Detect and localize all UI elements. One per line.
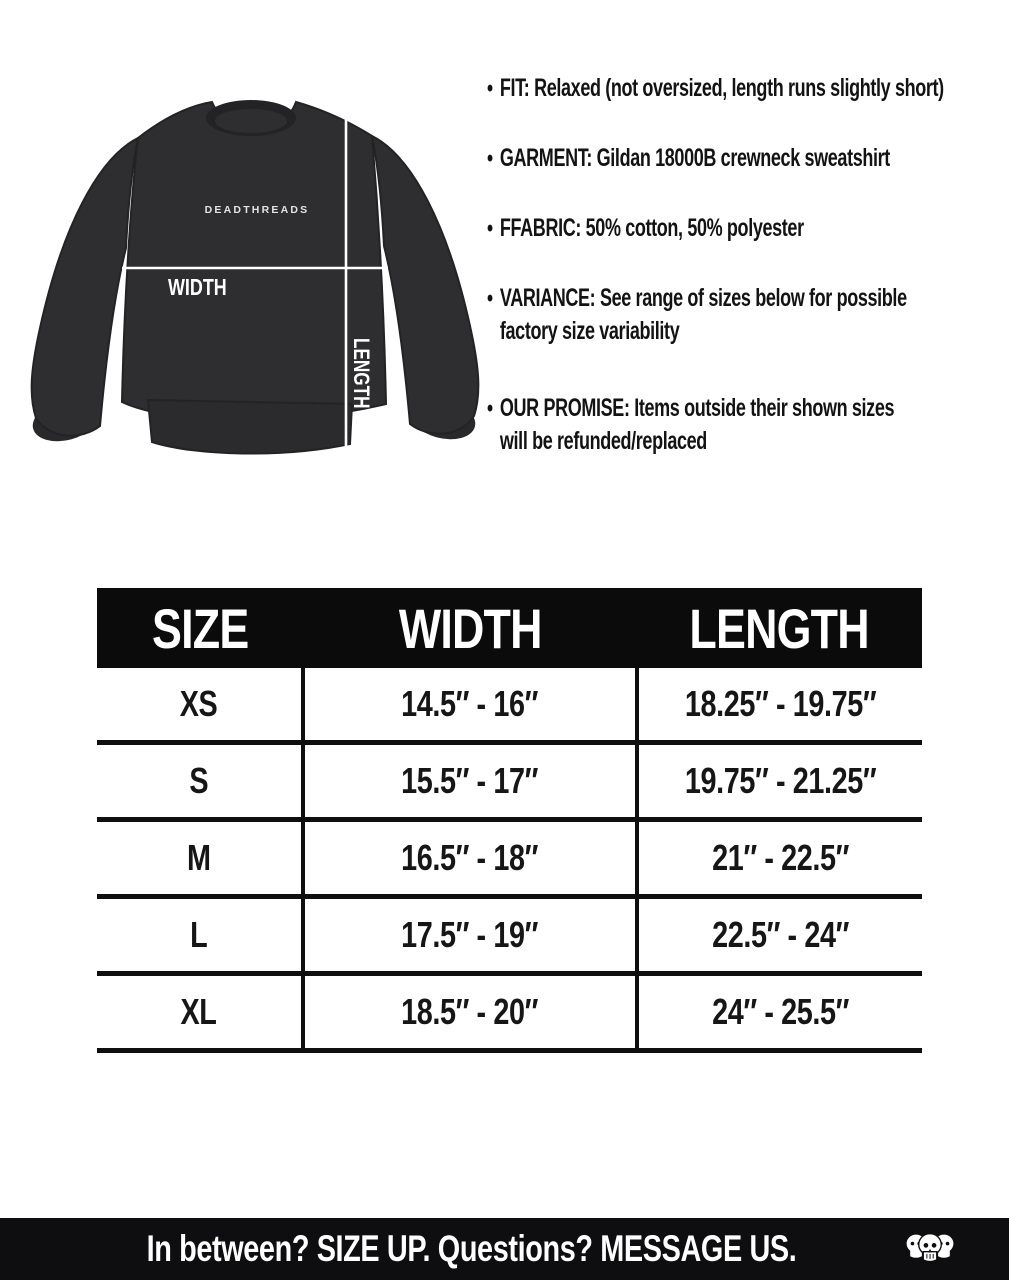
width-cell: 18.5″ - 20″ — [303, 974, 637, 1051]
footer-message: In between? SIZE UP. Questions? MESSAGE US. — [146, 1228, 797, 1269]
fit-text: FIT: Relaxed (not oversized, length runs slightly short) — [499, 74, 944, 102]
size-cell: L — [97, 897, 303, 974]
width-cell: 14.5″ - 16″ — [303, 668, 637, 743]
table-row — [97, 897, 922, 974]
variance-text-line2: factory size variability — [499, 317, 680, 345]
length-measure-label: LENGTH — [348, 338, 373, 409]
promise-text-line1: OUR PROMISE: Items outside their shown sizes — [499, 394, 895, 422]
size-cell: M — [97, 820, 303, 897]
column-header-size: SIZE — [97, 588, 303, 668]
length-cell: 19.75″ - 21.25″ — [637, 743, 922, 820]
product-figure — [14, 88, 494, 458]
width-cell: 15.5″ - 17″ — [303, 743, 637, 820]
hem-band — [148, 400, 352, 454]
product-details-list — [487, 72, 991, 495]
size-cell: XS — [97, 668, 303, 743]
promise-text-line2: will be refunded/replaced — [499, 427, 707, 455]
list-item-fabric — [487, 212, 991, 245]
size-chart-table — [97, 588, 922, 1053]
column-header-length: LENGTH — [637, 588, 922, 668]
list-item-promise — [487, 392, 991, 458]
fabric-text: FFABRIC: 50% cotton, 50% polyester — [499, 214, 804, 242]
bullet-icon: • — [487, 395, 493, 422]
width-measure-label: WIDTH — [168, 274, 227, 301]
sweatshirt-illustration — [14, 88, 494, 458]
length-cell: 24″ - 25.5″ — [637, 974, 922, 1051]
width-cell: 16.5″ - 18″ — [303, 820, 637, 897]
size-cell: XL — [97, 974, 303, 1051]
garment-brand-text: DEADTHREADS — [204, 204, 310, 216]
length-cell: 22.5″ - 24″ — [637, 897, 922, 974]
table-row — [97, 668, 922, 743]
three-skulls-logo-icon — [903, 1226, 957, 1272]
bullet-icon: • — [487, 215, 493, 242]
list-item-garment — [487, 142, 991, 175]
collar-inner — [215, 109, 287, 133]
length-cell: 18.25″ - 19.75″ — [637, 668, 922, 743]
variance-text-line1: VARIANCE: See range of sizes below for possible — [499, 284, 907, 312]
table-row — [97, 743, 922, 820]
column-header-width: WIDTH — [303, 588, 637, 668]
table-header-row — [97, 588, 922, 668]
bullet-icon: • — [487, 75, 493, 102]
footer-bar — [0, 1218, 1009, 1280]
right-sleeve — [372, 136, 478, 434]
table-row — [97, 820, 922, 897]
bullet-icon: • — [487, 285, 493, 312]
size-cell: S — [97, 743, 303, 820]
garment-text: GARMENT: Gildan 18000B crewneck sweatshirt — [499, 144, 890, 172]
width-cell: 17.5″ - 19″ — [303, 897, 637, 974]
table-row — [97, 974, 922, 1051]
bullet-icon: • — [487, 145, 493, 172]
length-cell: 21″ - 22.5″ — [637, 820, 922, 897]
list-item-variance — [487, 282, 991, 348]
list-item-fit — [487, 72, 991, 105]
